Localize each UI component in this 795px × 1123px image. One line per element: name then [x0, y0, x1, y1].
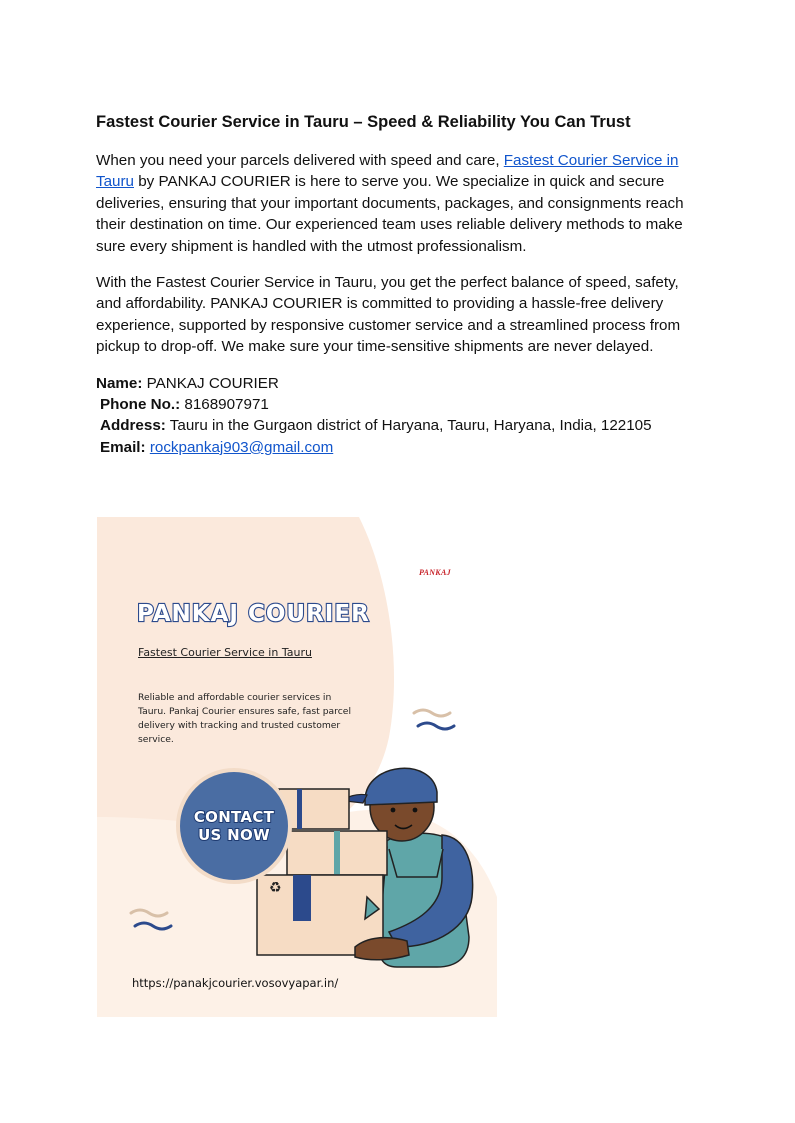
name-value: PANKAJ COURIER: [142, 374, 279, 392]
intro-paragraph: [96, 150, 696, 257]
brand-logo-small: PANKAJ: [419, 568, 451, 577]
intro-text-end: by PANKAJ COURIER is here to serve you. We specialize in quick and secure deliveries, ensuring that your important documents, packages, and consignments reach their destination on time. Our experienced team uses reliable delivery methods to make sure every shipment is handled with the utmost professionalism.: [96, 173, 684, 255]
address-label: Address:: [100, 417, 166, 435]
promo-poster: [97, 517, 497, 1017]
second-paragraph: With the Fastest Courier Service in Tauru, you get the perfect balance of speed, safety, and affordability. PANKAJ COURIER is committed to providing a hassle-free delivery experience, supported by responsive customer service and a streamlined process from pickup to drop-off. We make sure your time-sensitive shipments are never delayed.: [96, 274, 681, 356]
poster-description: Reliable and affordable courier services in Tauru. Pankaj Courier ensures safe, fast parcel delivery with tracking and trusted customer service.: [138, 692, 351, 745]
email-row: [96, 437, 696, 458]
phone-label: Phone No.:: [100, 396, 181, 414]
wave-icon-right: [414, 710, 454, 729]
name-row: [96, 373, 696, 394]
name-label: Name:: [96, 374, 143, 392]
address-row: [96, 415, 696, 436]
email-label: Email:: [100, 438, 146, 456]
phone-row: [96, 394, 696, 415]
phone-value: 8168907971: [180, 396, 269, 414]
address-value: Tauru in the Gurgaon district of Haryana, Tauru, Haryana, India, 122105: [165, 417, 652, 435]
contact-details: [96, 373, 696, 459]
intro-text-start: When you need your parcels delivered with speed and care,: [96, 152, 504, 169]
recycle-icon: ♻: [269, 880, 282, 896]
poster-illustration: [97, 517, 497, 1017]
article: [96, 110, 696, 458]
poster-url: https://panakjcourier.vosovyapar.in/: [132, 976, 339, 990]
contact-us-badge[interactable]: [176, 768, 292, 884]
contact-us-label: CONTACT US NOW: [193, 808, 275, 844]
email-link[interactable]: rockpankaj903@gmail.com: [149, 438, 334, 456]
poster-tagline: Fastest Courier Service in Tauru: [138, 646, 312, 659]
poster-brand-title: PANKAJ COURIER: [137, 601, 370, 627]
service-link[interactable]: Fastest Courier Service in Tauru: [96, 152, 679, 191]
page-title: Fastest Courier Service in Tauru – Speed & Reliability You Can Trust: [96, 113, 631, 131]
